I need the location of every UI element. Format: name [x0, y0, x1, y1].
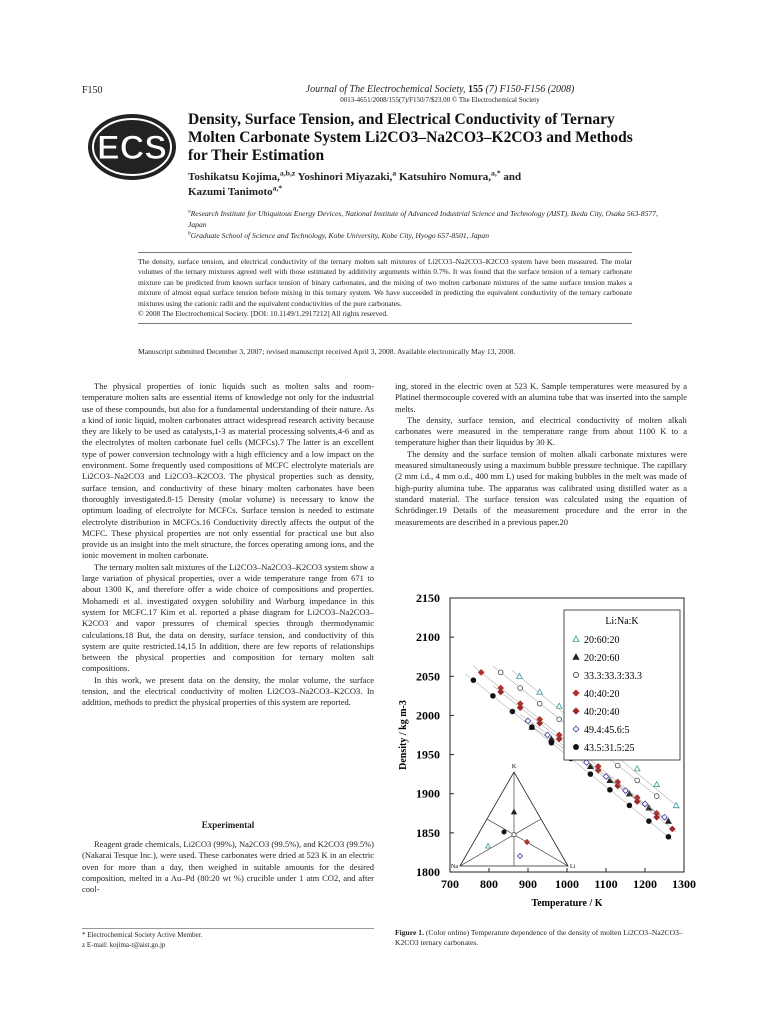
data-point-5-1 — [498, 689, 504, 695]
y-tick-label: 2150 — [416, 591, 440, 605]
y-tick-label: 1850 — [416, 825, 440, 840]
intro-paragraph-2: The ternary molten salt mixtures of the Li2CO3–Na2CO3–K2CO3 system show a large variation of physical properties, over a wide temperature range from 671 to about 1300 K, and therefore offer a wide choice of compositions and properties. Mohamedi et al. investigated oxygen solubility and Warburg impedance in this system for MCFC.17 Kim et al. reported a phase diagram for Li2CO3–Na2CO3–K2CO3 and vapor pressures of chemical species through thermodynamic calculations.18 But, the data on density, surface tension, and conductivity of this system are quite restricted.14,15 In addition, there are few reports of relationships between the physical properties and composition for ternary molten salt compositions. — [82, 561, 374, 674]
figure-caption — [395, 928, 687, 948]
data-point-3-3 — [537, 701, 542, 706]
y-tick-label: 2000 — [416, 708, 440, 723]
ternary-label-left: Na — [451, 864, 458, 870]
data-point-7-1 — [471, 678, 476, 683]
copyright-line: 0013-4651/2008/155(7)/F150/7/$23.00 © The Electrochemical Society — [340, 96, 540, 104]
abstract — [138, 252, 632, 324]
ecs-logo — [86, 112, 178, 182]
ternary-label-top: K — [511, 764, 517, 770]
y-tick-label: 1950 — [416, 747, 440, 762]
paper-title: Density, Surface Tension, and Electrical Conductivity of Ternary Molten Carbonate System Li2CO3–Na2CO3–K2CO3 and Methods for Their Estimation — [188, 111, 633, 164]
x-tick-label: 900 — [519, 877, 537, 891]
experimental-paragraph-1: Reagent grade chemicals, Li2CO3 (99%), Na2CO3 (99.5%), and K2CO3 (99.5%) (Nakarai Tesque Inc.), were used. These carbonates were dried at 523 K in an electric oven for more than a day, then weighed in suitable amounts for the desired composition, melted in a Au–Pd (80:20 wt %) crucible under 1 atm CO2, and after cool- — [82, 839, 374, 895]
data-point-6-2 — [545, 732, 551, 738]
data-point-7-10 — [647, 819, 652, 824]
author-3: Katsuhiro Nomura, — [398, 171, 492, 183]
affiliation-a-mark: a — [188, 208, 191, 215]
data-point-5-10 — [670, 826, 676, 832]
caption-label: Figure 1. — [395, 928, 424, 937]
y-tick-label: 2100 — [416, 630, 440, 645]
right-paragraph-1: ing, stored in the electric oven at 523 K. Sample temperatures were measured by a Platinel thermocouple covered with an alumina tube that was inserted into the sample melts. — [395, 381, 687, 414]
caption-text: (Color online) Temperature dependence of the density of molten Li2CO3–Na2CO3–K2CO3 ternary carbonates. — [395, 928, 683, 947]
legend-label-7: 43.5:31.5:25 — [584, 743, 635, 754]
author-3-affil: a,* — [491, 168, 501, 178]
section-heading-experimental: Experimental — [201, 820, 255, 830]
legend-label-6: 49.4:45.6:5 — [584, 725, 630, 736]
legend-marker-3 — [573, 672, 578, 677]
y-axis-label: Density / kg m-3 — [398, 700, 409, 770]
footnote-2: z E-mail: kojima-t@aist.go.jp — [82, 940, 166, 949]
right-paragraph-3: The density and the surface tension of molten alkali carbonate mixtures were measured simultaneously using a maximum bubble pressure technique. The capillary (2 mm i.d., 4 mm o.d., 400 mm L) used for making bubbles in the melt was made of high-purity alumina tube. The apparatus was calibrated using distilled water as a standard material. The surface tension was calculated using the equation of Schrödinger.19 Details of the measurement procedure and the error in the measurements are described in a previous paper.20 — [395, 448, 687, 527]
data-point-3-4 — [557, 717, 562, 722]
footnotes — [82, 928, 374, 950]
author-4: Kazumi Tanimoto — [188, 186, 273, 198]
journal-volume: 155 — [468, 84, 483, 95]
data-point-7-7 — [588, 772, 593, 777]
affiliation-b-text: Graduate School of Science and Technology, Kobe University, Kobe City, Hyogo 657-8501, Japan — [190, 231, 490, 240]
data-point-3-9 — [654, 794, 659, 799]
legend-box — [564, 610, 680, 760]
author-1-affil: a,b,z — [279, 168, 296, 178]
ternary-point-5 — [502, 830, 506, 834]
abstract-text: The density, surface tension, and electrical conductivity of the ternary molten salt mixtures of Li2CO3–Na2CO3–K2CO3 system have been measured. The molar volumes of the ternary mixtures agreed well with those estimated by additivity arguments within 0.7%. It was found that the surface tension of a ternary carbonate mixture can be predicted from known surface tension of binary carbonates, and the mixing of two molten carbonate mixtures of the same surface tension makes a mixture of almost equal surface tension before mixing in this ternary system. We have succeeded in predicting the equivalent conductivity of the ternary carbonate mixtures using the cationic radii and the equivalent conductivities of the pure carbonates. — [138, 257, 632, 308]
right-paragraph-2: The density, surface tension, and electrical conductivity of molten alkali carbonates were measured in the temperature range from about 1100 K to a temperature higher than their liquidus by 30 K. — [395, 414, 687, 448]
data-point-7-8 — [608, 787, 613, 792]
data-point-1-7 — [634, 766, 640, 771]
x-tick-label: 700 — [441, 877, 459, 891]
density-chart — [392, 584, 696, 924]
ternary-point-2 — [512, 833, 516, 837]
journal-issue-pages: (7) F150-F156 (2008) — [485, 84, 575, 95]
abstract-copyright: © 2008 The Electrochemical Society. [DOI: 10.1149/1.2917212] All rights reserved. — [138, 309, 388, 319]
x-tick-label: 1200 — [633, 877, 657, 891]
author-list — [188, 170, 658, 200]
x-tick-label: 1100 — [594, 877, 618, 891]
intro-paragraph-3: In this work, we present data on the density, the molar volume, the surface tension, and the electrical conductivity of molten Li2CO3–Na2CO3–K2CO3. In addition, methods to predict the physical properties of this system are reported. — [82, 674, 374, 708]
left-column — [82, 381, 374, 709]
legend-label-5: 40:20:40 — [584, 707, 620, 718]
y-tick-label: 2050 — [416, 669, 440, 684]
author-and: and — [503, 171, 522, 183]
logo-text: ECS — [97, 129, 167, 167]
data-point-3-7 — [615, 763, 620, 768]
data-point-3-2 — [518, 686, 523, 691]
journal-citation — [190, 84, 690, 95]
legend-label-1: 20:60:20 — [584, 635, 620, 646]
data-point-7-5 — [549, 740, 554, 745]
affiliations — [188, 208, 658, 241]
data-point-4-1 — [478, 670, 484, 676]
manuscript-history: Manuscript submitted December 3, 2007; revised manuscript received April 3, 2008. Available electronically May 13, 2008. — [138, 347, 516, 356]
data-point-3-8 — [635, 778, 640, 783]
author-4-affil: a,* — [272, 183, 283, 193]
data-point-7-3 — [510, 709, 515, 714]
legend-label-2: 20:20:60 — [584, 653, 620, 664]
data-point-3-1 — [498, 670, 503, 675]
y-tick-label: 1900 — [416, 786, 440, 801]
footnote-1: * Electrochemical Society Active Member. — [82, 931, 203, 939]
data-point-1-3 — [556, 703, 562, 708]
data-point-7-4 — [530, 725, 535, 730]
y-tick-label: 1800 — [416, 865, 440, 879]
data-point-7-11 — [666, 834, 671, 839]
legend-label-3: 33.3:33.3:33.3 — [584, 671, 643, 682]
x-axis-label: Temperature / K — [531, 898, 603, 909]
ternary-label-right: Li — [570, 864, 576, 870]
right-column — [395, 381, 687, 528]
legend-marker-7 — [573, 744, 578, 749]
author-1: Toshikatsu Kojima, — [188, 171, 280, 183]
author-2: Yoshinori Miyazaki, — [297, 171, 393, 183]
affiliation-b — [188, 230, 658, 241]
data-point-1-1 — [517, 673, 523, 678]
legend-label-4: 40:40:20 — [584, 689, 620, 700]
data-point-7-2 — [491, 693, 496, 698]
affiliation-a-text: Research Institute for Ubiquitous Energy Devices, National Institute of Advanced Industrial Science and Technology (AIST), Ikeda City, Osaka 563-8577, Japan — [188, 209, 658, 229]
left-column-experimental — [82, 839, 374, 895]
data-point-7-9 — [627, 803, 632, 808]
data-point-1-8 — [654, 782, 660, 787]
intro-paragraph-1: The physical properties of ionic liquids such as molten salts and room-temperature molten salts are essential items of knowledge not only for the industrial use of these compounds, but also for a fundamental understanding of their nature. As a kind of ionic liquid, molten carbonates attract widespread research activity because they are likely to be used as catalysts,1-3 as material processing solvents,4-6 and as the electrolytes of molten carbonate fuel cells (MCFCs).7 The latter is an excellent type of power conversion technology with a high efficiency and a low impact on the environment. Some frequently used compositions of MCFC electrolyte materials are Li2CO3–Na2CO3 and Li2CO3–K2CO3. The physical properties such as density, surface tension, and conductivity of these binary molten carbonates have been thoroughly investigated.8-15 Density (molar volume) is necessary to know the optimum loading of electrolyte for MCFCs. Surface tension is needed to estimate electrolyte distribution in MCFCs.16 Conductivity directly affects the output of the MCFC. These physical properties are not only essential for practical use but also provide us an insight into the melt structure, the forces operating among ions, and the ionic movement in molten carbonate. — [82, 381, 374, 561]
x-tick-label: 800 — [480, 877, 498, 891]
journal-name: Journal of The Electrochemical Society, — [305, 84, 466, 95]
x-tick-label: 1000 — [555, 877, 579, 891]
author-2-affil: a — [392, 168, 397, 178]
affiliation-a — [188, 208, 658, 230]
x-tick-label: 1300 — [672, 877, 696, 891]
data-point-1-9 — [673, 803, 679, 808]
page-number: F150 — [82, 85, 103, 96]
legend-title: Li:Na:K — [605, 616, 639, 627]
affiliation-b-mark: b — [188, 230, 191, 237]
